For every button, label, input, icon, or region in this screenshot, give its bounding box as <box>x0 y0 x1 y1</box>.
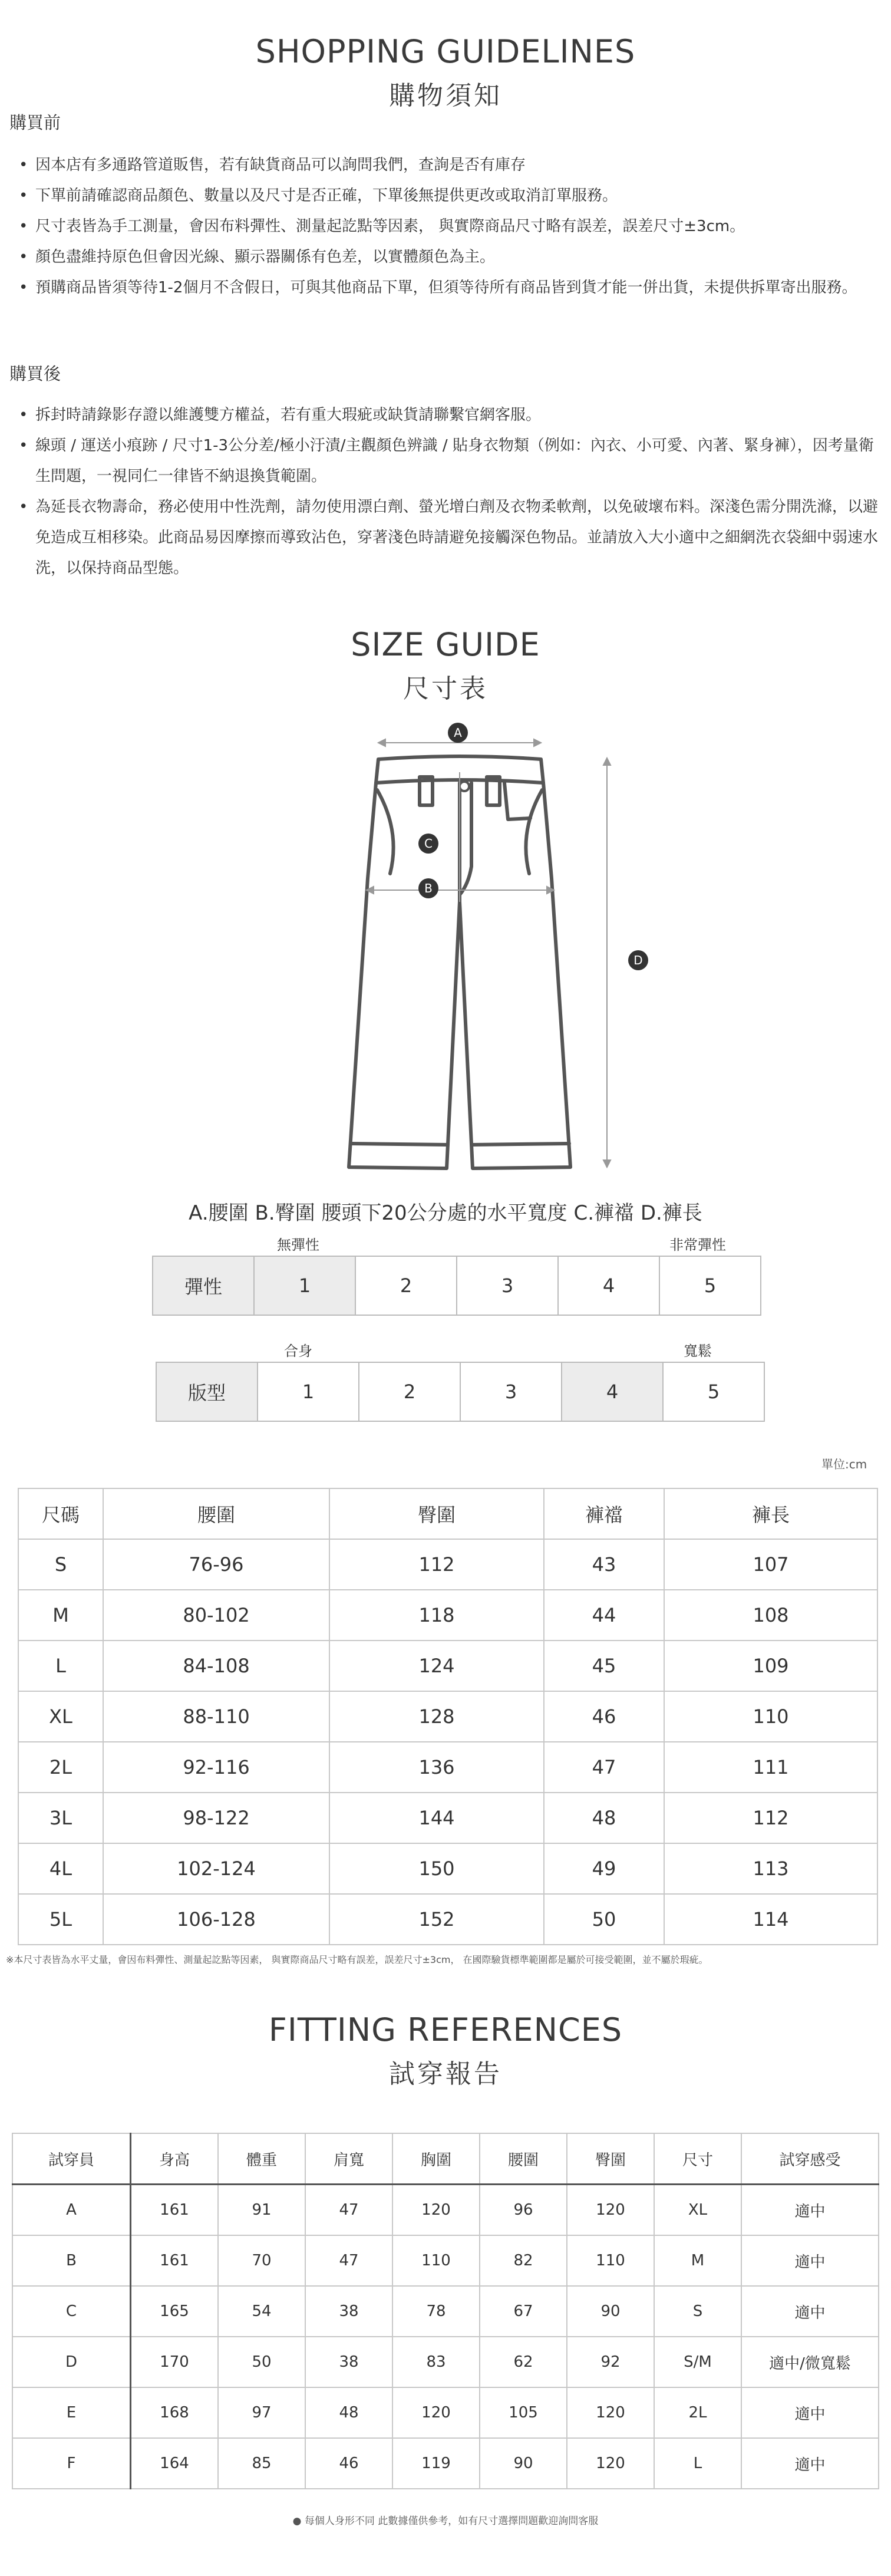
table-cell: D <box>12 2337 131 2387</box>
table-cell: S/M <box>654 2337 741 2387</box>
fit-right-label: 寬鬆 <box>684 1343 712 1359</box>
elasticity-option-5: 5 <box>659 1256 761 1315</box>
table-row <box>18 1793 877 1843</box>
elasticity-option-2: 2 <box>355 1256 457 1315</box>
table-cell: 120 <box>392 2387 480 2438</box>
table-cell: 144 <box>329 1793 544 1843</box>
table-cell: 5L <box>18 1894 103 1945</box>
marker-b: B <box>418 878 438 898</box>
table-cell: XL <box>654 2185 741 2236</box>
table-cell: 43 <box>544 1539 664 1590</box>
table-row <box>18 1590 877 1641</box>
table-cell: 98-122 <box>103 1793 329 1843</box>
table-cell: 適中 <box>741 2185 879 2236</box>
table-cell: 120 <box>567 2438 654 2489</box>
fit-option-3: 3 <box>460 1362 562 1421</box>
table-cell: 108 <box>664 1590 877 1641</box>
table-cell: 83 <box>392 2337 480 2387</box>
table-cell: 109 <box>664 1641 877 1691</box>
table-row <box>18 1691 877 1742</box>
fit-scale <box>156 1362 765 1422</box>
table-cell: 80-102 <box>103 1590 329 1641</box>
table-cell: F <box>12 2438 131 2489</box>
after-purchase-list <box>18 400 878 584</box>
table-cell: 88-110 <box>103 1691 329 1742</box>
fit-option-1: 1 <box>258 1362 359 1421</box>
table-cell: 97 <box>218 2387 305 2438</box>
table-cell: 2L <box>18 1742 103 1793</box>
table-cell: 90 <box>567 2286 654 2337</box>
table-header: 體重 <box>218 2133 305 2185</box>
elasticity-option-4: 4 <box>558 1256 659 1315</box>
list-item: • 線頭 / 運送小痕跡 / 尺寸1-3公分差/極小汙漬/主觀顏色辨識 / 貼身衣物類（例如：內衣、小可愛、內著、緊身褲），因考量衛生問題，一視同仁一律皆不納退換貨範圍。 <box>18 430 878 492</box>
table-cell: 168 <box>131 2387 219 2438</box>
table-cell: 106-128 <box>103 1894 329 1945</box>
table-cell: 96 <box>480 2185 567 2236</box>
table-cell: 38 <box>305 2337 392 2387</box>
table-cell: 4L <box>18 1843 103 1894</box>
table-cell: 76-96 <box>103 1539 329 1590</box>
marker-a: A <box>448 723 468 743</box>
table-cell: 46 <box>544 1691 664 1742</box>
fitting-table <box>12 2133 879 2489</box>
table-cell: 120 <box>567 2185 654 2236</box>
table-cell: 107 <box>664 1539 877 1590</box>
table-header: 尺碼 <box>18 1488 103 1539</box>
table-cell: E <box>12 2387 131 2438</box>
table-header: 臀圍 <box>329 1488 544 1539</box>
table-cell: 161 <box>131 2235 219 2286</box>
table-header: 褲長 <box>664 1488 877 1539</box>
table-cell: 45 <box>544 1641 664 1691</box>
table-row <box>12 2387 879 2438</box>
fit-option-4: 4 <box>562 1362 663 1421</box>
table-cell: 適中 <box>741 2235 879 2286</box>
table-cell: B <box>12 2235 131 2286</box>
table-cell: 91 <box>218 2185 305 2236</box>
table-cell: 62 <box>480 2337 567 2387</box>
list-item: • 拆封時請錄影存證以維護雙方權益，若有重大瑕疵或缺貨請聯繫官網客服。 <box>18 400 878 430</box>
table-row <box>12 2235 879 2286</box>
table-cell: 92-116 <box>103 1742 329 1793</box>
table-cell: 47 <box>305 2235 392 2286</box>
size-guide-title-en: SIZE GUIDE <box>351 626 540 663</box>
before-purchase-title: 購買前 <box>9 113 61 133</box>
table-header: 試穿感受 <box>741 2133 879 2185</box>
table-cell: S <box>654 2286 741 2337</box>
table-cell: XL <box>18 1691 103 1742</box>
table-header: 試穿員 <box>12 2133 131 2185</box>
table-cell: 112 <box>664 1793 877 1843</box>
table-cell: 152 <box>329 1894 544 1945</box>
before-purchase-list <box>18 150 878 303</box>
table-cell: 110 <box>392 2235 480 2286</box>
after-purchase-title: 購買後 <box>9 364 61 384</box>
table-row <box>18 1641 877 1691</box>
table-cell: M <box>18 1590 103 1641</box>
table-header-row <box>12 2133 879 2185</box>
table-cell: S <box>18 1539 103 1590</box>
table-header: 臀圍 <box>567 2133 654 2185</box>
table-cell: C <box>12 2286 131 2337</box>
list-item: • 顏色盡維持原色但會因光線、顯示器關係有色差，以實體顏色為主。 <box>18 242 878 272</box>
table-cell: 適中/微寬鬆 <box>741 2337 879 2387</box>
table-header: 褲襠 <box>544 1488 664 1539</box>
table-cell: 47 <box>305 2185 392 2236</box>
fit-option-2: 2 <box>359 1362 460 1421</box>
table-cell: 85 <box>218 2438 305 2489</box>
table-cell: 46 <box>305 2438 392 2489</box>
table-cell: 44 <box>544 1590 664 1641</box>
size-legend: A.腰圍 B.臀圍 腰頭下20公分處的水平寬度 C.褲襠 D.褲長 <box>189 1201 702 1225</box>
list-item: • 尺寸表皆為手工測量，會因布料彈性、測量起訖點等因素， 與實際商品尺寸略有誤差，誤差尺寸±3cm。 <box>18 211 878 242</box>
table-cell: 110 <box>567 2235 654 2286</box>
table-row <box>18 1742 877 1793</box>
table-cell: 128 <box>329 1691 544 1742</box>
table-header: 胸圍 <box>392 2133 480 2185</box>
table-cell: 105 <box>480 2387 567 2438</box>
table-cell: 110 <box>664 1691 877 1742</box>
table-row <box>12 2337 879 2387</box>
table-cell: 150 <box>329 1843 544 1894</box>
list-item: • 為延長衣物壽命，務必使用中性洗劑，請勿使用漂白劑、螢光增白劑及衣物柔軟劑，以免破壞布料。深淺色需分開洗滌，以避免造成互相移染。此商品易因摩擦而導致沾色，穿著淺色時請避免接觸深色物品。並請放入大小適中之細網洗衣袋細中弱速水洗，以保持商品型態。 <box>18 492 878 584</box>
table-row <box>12 2438 879 2489</box>
list-item: • 因本店有多通路管道販售，若有缺貨商品可以詢問我們，查詢是否有庫存 <box>18 150 878 180</box>
fit-option-5: 5 <box>663 1362 764 1421</box>
table-cell: A <box>12 2185 131 2236</box>
fitting-note: ● 每個人身形不同 此數據僅供參考，如有尺寸選擇問題歡迎詢問客服 <box>292 2515 599 2527</box>
table-cell: 67 <box>480 2286 567 2337</box>
table-cell: 164 <box>131 2438 219 2489</box>
table-header: 腰圍 <box>103 1488 329 1539</box>
list-item: • 預購商品皆須等待1-2個月不含假日，可與其他商品下單，但須等待所有商品皆到貨才能一併出貨，未提供拆單寄出服務。 <box>18 272 878 303</box>
table-cell: 48 <box>305 2387 392 2438</box>
table-cell: L <box>18 1641 103 1691</box>
table-cell: 78 <box>392 2286 480 2337</box>
table-cell: 84-108 <box>103 1641 329 1691</box>
table-cell: 165 <box>131 2286 219 2337</box>
table-header: 尺寸 <box>654 2133 741 2185</box>
table-cell: 適中 <box>741 2438 879 2489</box>
table-cell: 48 <box>544 1793 664 1843</box>
table-cell: 適中 <box>741 2286 879 2337</box>
elasticity-header: 彈性 <box>153 1256 254 1315</box>
size-guide-title-zh: 尺寸表 <box>403 674 488 704</box>
table-header-row <box>18 1488 877 1539</box>
table-cell: 38 <box>305 2286 392 2337</box>
size-table <box>18 1488 878 1945</box>
table-cell: 124 <box>329 1641 544 1691</box>
fitting-title-en: FITTING REFERENCES <box>268 2011 623 2048</box>
size-note: ※本尺寸表皆為水平丈量，會因布料彈性、測量起訖點等因素， 與實際商品尺寸略有誤差，誤差尺寸±3cm， 在國際驗貨標準範圍都是屬於可接受範圍，並不屬於瑕疵。 <box>6 1954 708 1965</box>
unit-label: 單位:cm <box>821 1457 867 1471</box>
table-cell: 50 <box>544 1894 664 1945</box>
table-cell: 118 <box>329 1590 544 1641</box>
table-cell: 102-124 <box>103 1843 329 1894</box>
table-cell: 112 <box>329 1539 544 1590</box>
fit-header: 版型 <box>156 1362 258 1421</box>
elasticity-option-1: 1 <box>254 1256 355 1315</box>
table-cell: 170 <box>131 2337 219 2387</box>
table-row <box>18 1894 877 1945</box>
table-row <box>12 2185 879 2236</box>
elasticity-left-label: 無彈性 <box>277 1237 319 1253</box>
pants-diagram <box>0 707 891 1191</box>
table-cell: 161 <box>131 2185 219 2236</box>
table-cell: 適中 <box>741 2387 879 2438</box>
table-header: 身高 <box>131 2133 219 2185</box>
table-cell: 70 <box>218 2235 305 2286</box>
table-cell: 54 <box>218 2286 305 2337</box>
table-cell: 114 <box>664 1894 877 1945</box>
table-cell: 49 <box>544 1843 664 1894</box>
table-cell: 113 <box>664 1843 877 1894</box>
elasticity-scale <box>152 1256 761 1316</box>
table-cell: M <box>654 2235 741 2286</box>
marker-d: D <box>628 950 648 970</box>
table-cell: 3L <box>18 1793 103 1843</box>
guidelines-title-zh: 購物須知 <box>389 81 502 111</box>
table-header: 腰圍 <box>480 2133 567 2185</box>
table-row <box>12 2286 879 2337</box>
table-cell: 90 <box>480 2438 567 2489</box>
table-header: 肩寬 <box>305 2133 392 2185</box>
table-cell: 120 <box>392 2185 480 2236</box>
table-cell: 50 <box>218 2337 305 2387</box>
fit-left-label: 合身 <box>284 1343 312 1359</box>
table-cell: 111 <box>664 1742 877 1793</box>
table-cell: 120 <box>567 2387 654 2438</box>
elasticity-option-3: 3 <box>457 1256 558 1315</box>
list-item: • 下單前請確認商品顏色、數量以及尺寸是否正確，下單後無提供更改或取消訂單服務。 <box>18 180 878 211</box>
guidelines-title-en: SHOPPING GUIDELINES <box>255 33 636 70</box>
marker-c: C <box>418 834 438 854</box>
fitting-title-zh: 試穿報告 <box>389 2059 502 2089</box>
table-cell: 136 <box>329 1742 544 1793</box>
table-cell: L <box>654 2438 741 2489</box>
table-cell: 2L <box>654 2387 741 2438</box>
table-cell: 92 <box>567 2337 654 2387</box>
table-cell: 47 <box>544 1742 664 1793</box>
table-cell: 82 <box>480 2235 567 2286</box>
table-row <box>18 1539 877 1590</box>
elasticity-right-label: 非常彈性 <box>669 1237 726 1253</box>
table-cell: 119 <box>392 2438 480 2489</box>
table-row <box>18 1843 877 1894</box>
